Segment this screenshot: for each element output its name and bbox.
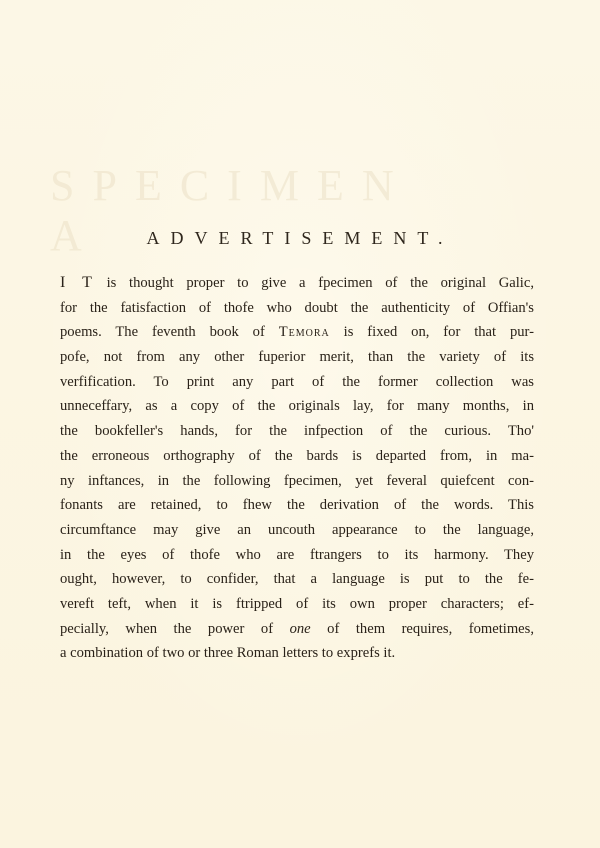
page-title: ADVERTISEMENT. [146,228,454,248]
book-title-temora: Temora [278,324,330,341]
text-line: I T is thought proper to give a fpecimen of the original Galic, [60,274,534,291]
text-line: in the eyes of thofe who are ftrangers to its harmony. They [60,546,534,563]
text-line: pofe, not from any other fuperior merit, than the variety of its [60,349,534,366]
text-line: vereft teft, when it is ftripped of its own proper characters; ef- [60,595,534,612]
text-line: the erroneous orthography of the bards is departed from, in ma- [60,447,534,464]
advertisement-body [60,271,534,666]
show-through-text-2: A [50,211,100,260]
opening-capitals: I T [60,274,94,291]
text-line: for the fatisfaction of thofe who doubt the authenticity of Offian's [60,299,534,316]
text-line: ought, however, to confider, that a language is put to the fe- [60,571,534,588]
text-line: pecially, when the power of one of them requires, fometimes, [60,620,534,637]
text-line: fonants are retained, to fhew the derivation of the words. This [60,497,534,514]
text-line: circumftance may give an uncouth appearance to the language, [60,521,534,538]
text-line: unneceffary, as a copy of the originals lay, for many months, in [60,398,534,415]
text-line: ny inftances, in the following fpecimen, yet feveral quiefcent con- [60,472,534,489]
text-line: a combination of two or three Roman letters to exprefs it. [60,645,396,662]
text-line: poems. The feventh book of Temora is fixed on, for that pur- [60,324,534,341]
text-line: the bookfeller's hands, for the infpection of the curious. Tho' [60,423,534,440]
show-through-text: SPECIMEN [50,161,412,210]
italic-word: one [289,620,311,637]
text-line: verfification. To print any part of the former collection was [60,373,534,390]
